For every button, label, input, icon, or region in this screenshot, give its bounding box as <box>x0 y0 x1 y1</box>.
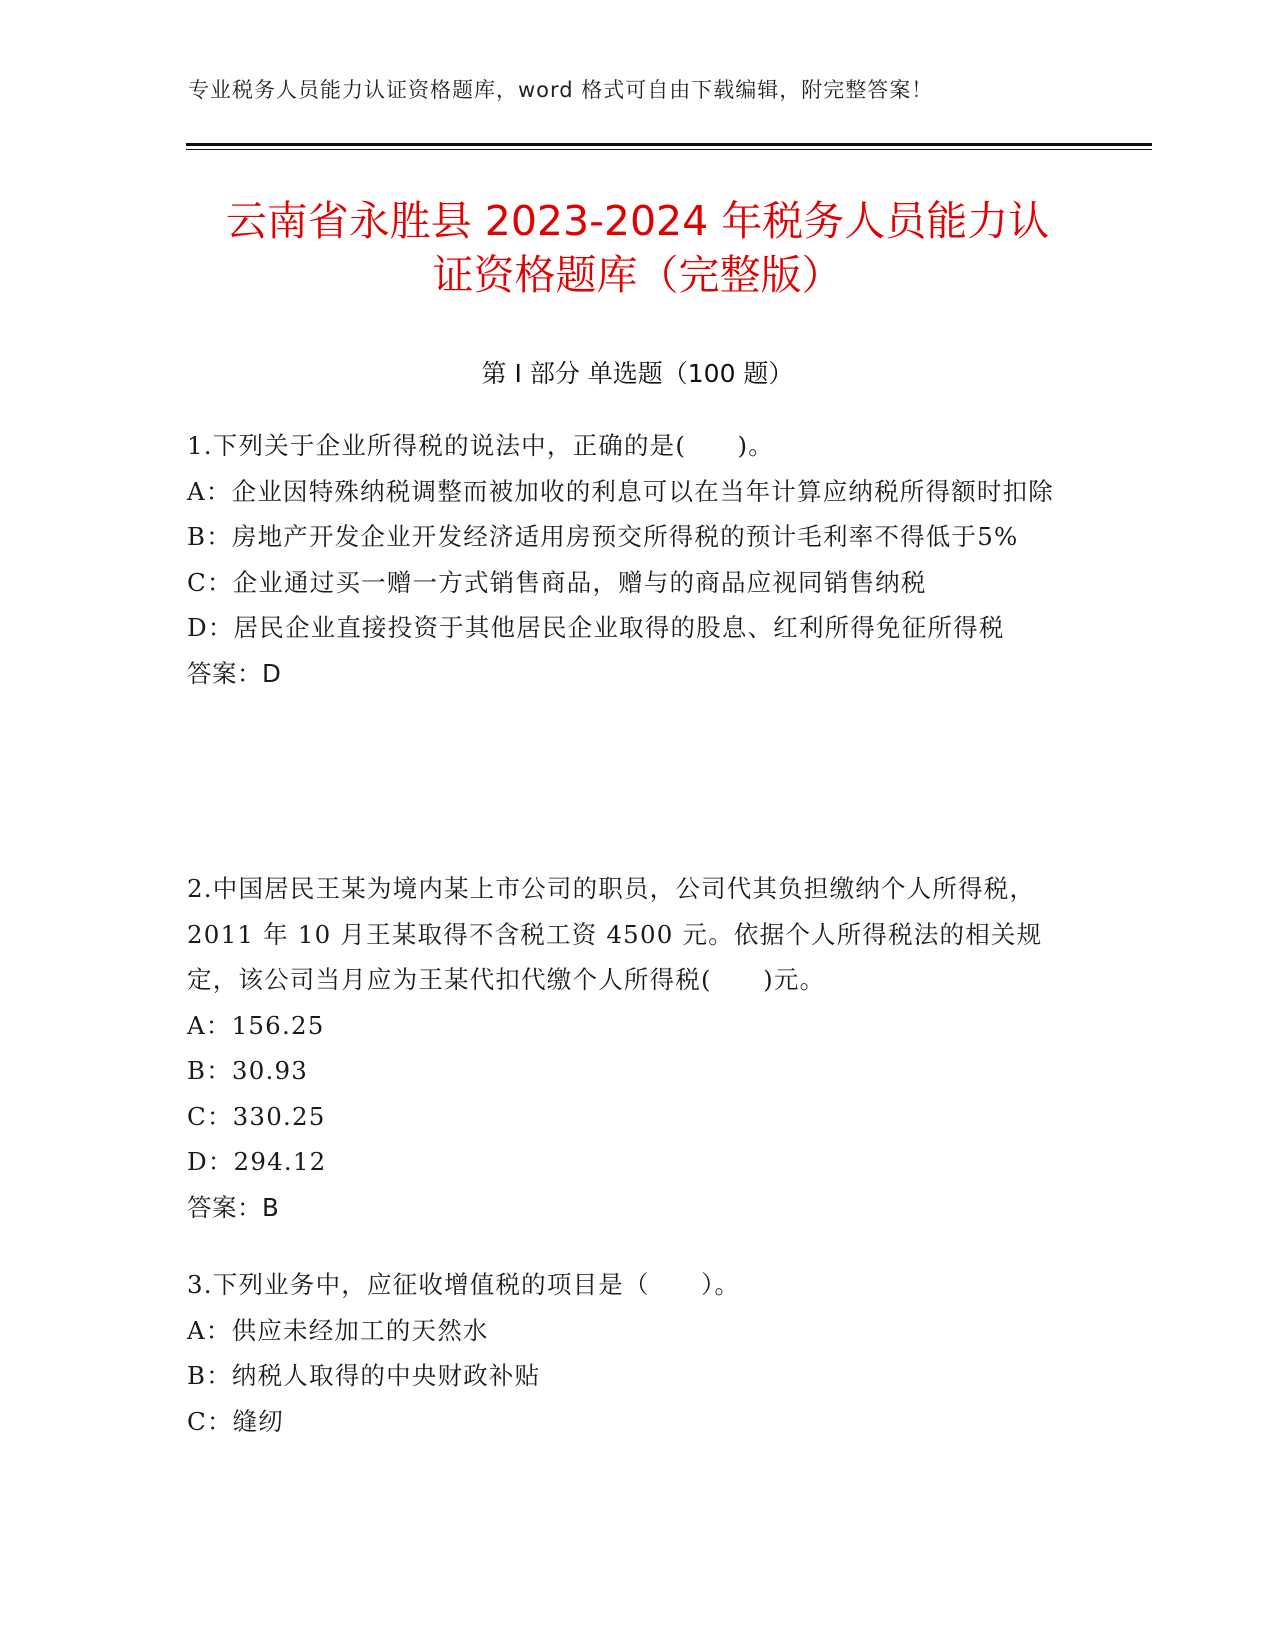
question-3 <box>187 1262 1067 1444</box>
option-d: D：294.12 <box>187 1147 327 1176</box>
option-a: A：企业因特殊纳税调整而被加收的利息可以在当年计算应纳税所得额时扣除 <box>187 476 1054 506</box>
option-c: C：企业通过买一赠一方式销售商品，赠与的商品应视同销售纳税 <box>187 567 927 597</box>
option-d: D：居民企业直接投资于其他居民企业取得的股息、红利所得免征所得税 <box>187 613 1005 642</box>
question-stem: 3.下列业务中，应征收增值税的项目是（ ）。 <box>187 1270 741 1299</box>
answer: 答案：B <box>187 1192 280 1222</box>
document-title <box>150 194 1125 302</box>
header-rule-thick <box>186 143 1152 146</box>
document-title-line-1: 云南省永胜县 2023-2024 年税务人员能力认 <box>225 197 1050 245</box>
question-stem: 1.下列关于企业所得税的说法中，正确的是( )。 <box>187 431 774 460</box>
question-2 <box>187 866 1067 1230</box>
option-b: B：房地产开发企业开发经济适用房预交所得税的预计毛利率不得低于5% <box>187 522 1019 551</box>
option-c: C：330.25 <box>187 1101 326 1131</box>
header-note: 专业税务人员能力认证资格题库，word 格式可自由下载编辑，附完整答案！ <box>188 78 934 102</box>
header-rule-thin <box>186 149 1152 150</box>
answer: 答案：D <box>187 658 282 688</box>
question-stem: 2.中国居民王某为境内某上市公司的职员，公司代其负担缴纳个人所得税，2011 年 10 月王某取得不含税工资 4500 元。依据个人所得税法的相关规定，该公司当月应为王某代扣代缴个人所得税( )元。 <box>187 874 1043 994</box>
option-c: C：缝纫 <box>187 1406 285 1436</box>
option-a: A：156.25 <box>187 1010 325 1040</box>
option-b: B：30.93 <box>187 1056 309 1085</box>
option-a: A：供应未经加工的天然水 <box>187 1315 489 1345</box>
option-b: B：纳税人取得的中央财政补贴 <box>187 1361 541 1390</box>
document-title-line-2: 证资格题库（完整版） <box>432 251 843 299</box>
question-1 <box>187 423 1067 696</box>
section-title: 第 I 部分 单选题（100 题） <box>481 359 794 388</box>
